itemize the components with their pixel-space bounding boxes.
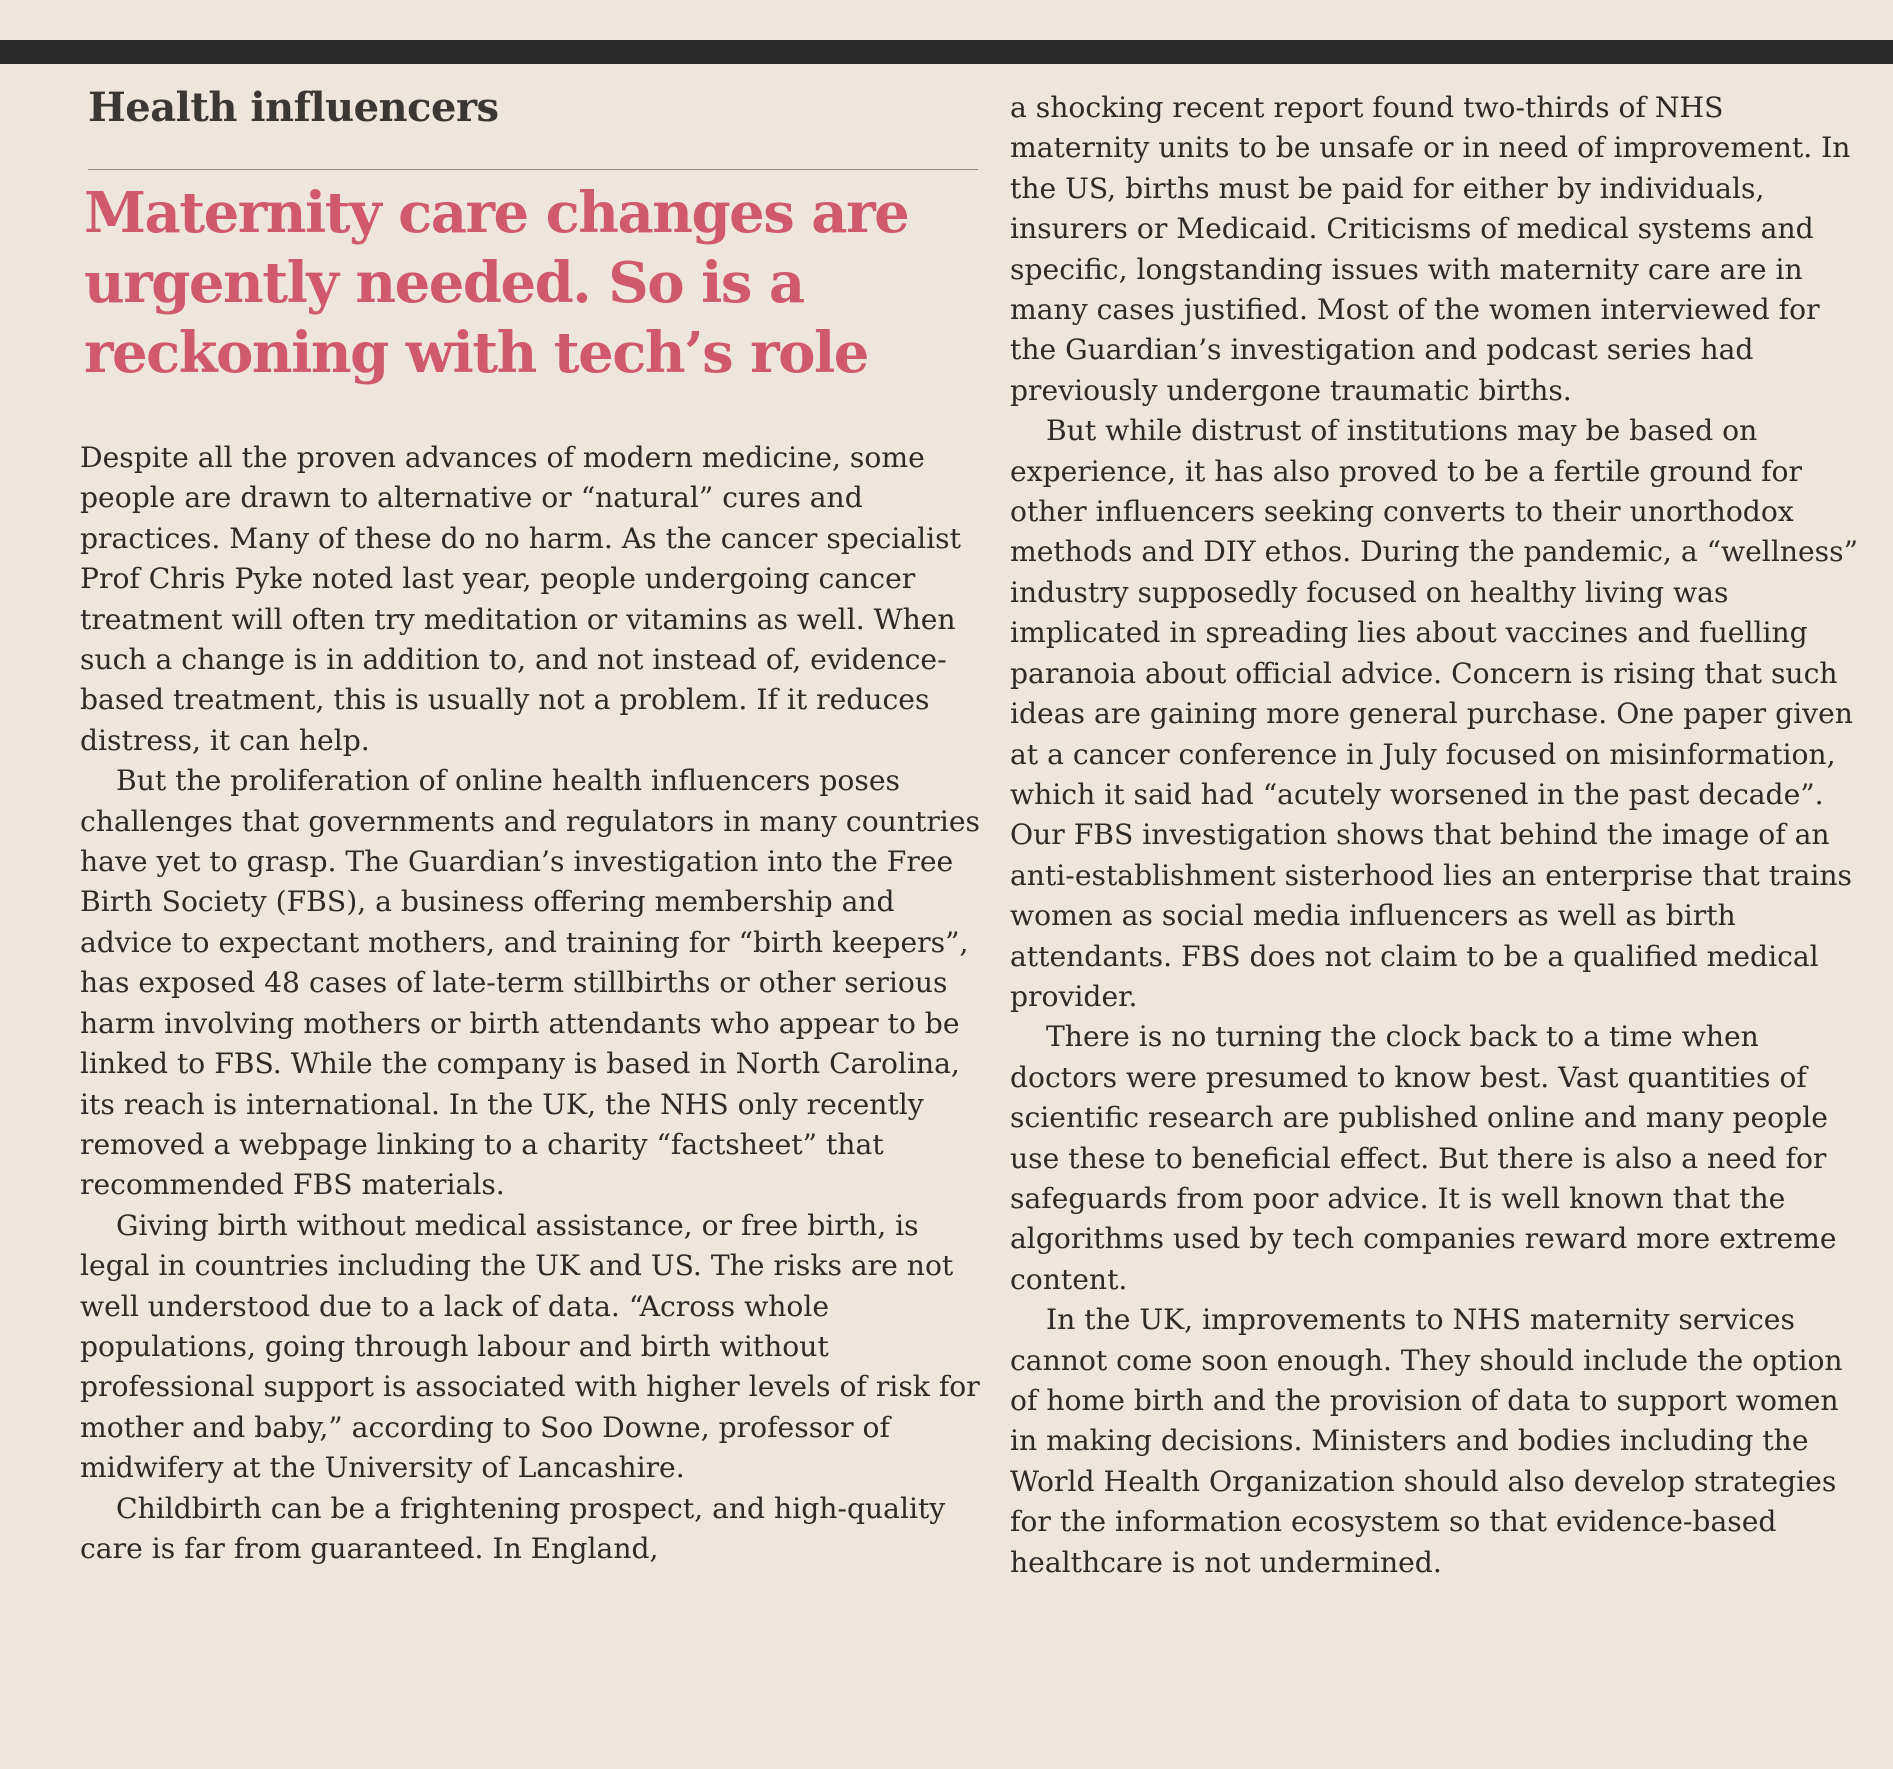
paragraph: Despite all the proven advances of modern medicine, some people are drawn to alternative or “natural” cures and practices. Many of these do no harm. As the cancer specialist Prof Chris Pyke noted last year, people undergoing cancer treatment will often try meditation or vitamins as well. When such a change is in addition to, and not instead of, evidence-based treatment, this is usually not a problem. If it reduces distress, it can help. xyxy=(80,441,961,757)
kicker-divider xyxy=(88,169,978,170)
paragraph: But while distrust of institutions may be based on experience, it has also proved to be a fertile ground for other influencers seeking converts to their unorthodox methods and DIY ethos. During the pandemic, a “wellness” industry supposedly focused on healthy living was implicated in spreading lies about vaccines and fuelling paranoia about official advice. Concern is rising that such ideas are gaining more general purchase. One paper given at a cancer conference in July focused on misinformation, which it said had “acutely worsened in the past decade”. Our FBS investigation shows that behind the image of an anti-establishment sisterhood lies an enterprise that trains women as social media influencers as well as birth attendants. FBS does not claim to be a qualified medical provider. xyxy=(1010,414,1859,1013)
paragraph: Childbirth can be a frightening prospect, and high-quality care is far from guaranteed. In England, xyxy=(80,1491,946,1565)
left-column xyxy=(80,72,980,1569)
headline: Maternity care changes are urgently needed. So is a reckoning with tech’s role xyxy=(84,180,909,386)
paragraph: In the UK, improvements to NHS maternity services cannot come soon enough. They should include the option of home birth and the provision of data to support women in making decisions. Ministers and bodies including the World Health Organization should also develop strategies for the information ecosystem so that evidence-based healthcare is not undermined. xyxy=(1010,1303,1843,1579)
paragraph-continued: a shocking recent report found two-thirds of NHS maternity units to be unsafe or in need of improvement. In the US, births must be paid for either by individuals, insurers or Medicaid. Criticisms of medical systems and specific, longstanding issues with maternity care are in many cases justified. Most of the women interviewed for the Guardian’s investigation and podcast series had previously undergone traumatic births. xyxy=(1010,91,1851,407)
left-body xyxy=(80,438,980,1569)
right-body xyxy=(1010,88,1860,1583)
paragraph: There is no turning the clock back to a time when doctors were presumed to know best. Vast quantities of scientific research are published online and many people use these to beneficial effect. But there is also a need for safeguards from poor advice. It is well known that the algorithms used by tech companies reward more extreme content. xyxy=(1010,1020,1837,1296)
right-column xyxy=(1010,88,1860,1583)
paragraph: But the proliferation of online health influencers poses challenges that governments and regulators in many countries have yet to grasp. The Guardian’s investigation into the Free Birth Society (FBS), a business offering membership and advice to expectant mothers, and training for “birth keepers”, has exposed 48 cases of late-term stillbirths or other serious harm involving mothers or birth attendants who appear to be linked to FBS. While the company is based in North Carolina, its reach is international. In the UK, the NHS only recently removed a webpage linking to a charity “factsheet” that recommended FBS materials. xyxy=(80,764,980,1202)
top-rule xyxy=(0,40,1893,64)
section-kicker: Health influencers xyxy=(88,84,499,131)
paragraph: Giving birth without medical assistance, or free birth, is legal in countries including the UK and US. The risks are not well understood due to a lack of data. “Across whole populations, going through labour and birth without professional support is associated with higher levels of risk for mother and baby,” according to Soo Downe, professor of midwifery at the University of Lancashire. xyxy=(80,1208,980,1485)
